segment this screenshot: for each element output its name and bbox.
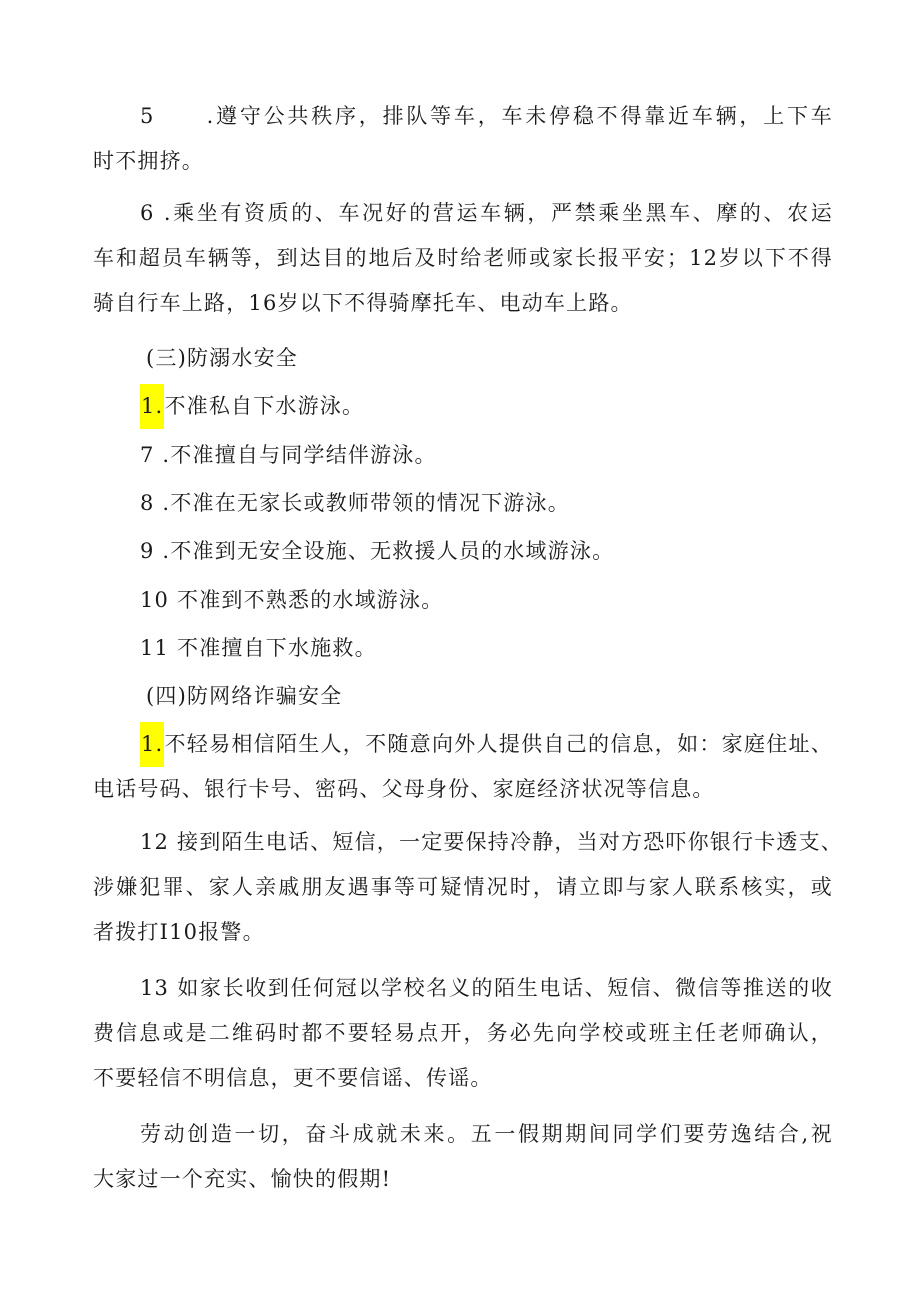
list-item (93, 966, 833, 1101)
list-item (93, 820, 843, 955)
item-text: 不准私自下水游泳。 (164, 394, 365, 418)
paragraph-line: 电话号码、银行卡号、密码、父母身份、家庭经济状况等信息。 (93, 777, 715, 801)
paragraph-line (93, 94, 833, 139)
paragraph-line: 不要轻信不明信息，更不要信谣、传谣。 (93, 1066, 493, 1090)
paragraph-line: 者拨打I10报警。 (93, 920, 265, 944)
item-text: .遵守公共秩序，排队等车，车未停稳不得靠近车辆，上下车 (206, 104, 833, 128)
paragraph-line: 费信息或是二维码时都不要轻易点开，务必先向学校或班主任老师确认， (93, 1021, 833, 1045)
paragraph-line: 11 不准擅自下水施救。 (140, 636, 377, 660)
paragraph-line: 7 .不准擅自与同学结伴游泳。 (140, 443, 437, 467)
paragraph-line: 9 .不准到无安全设施、无救援人员的水域游泳。 (140, 539, 615, 563)
item-number: 5 (140, 104, 155, 128)
list-item (93, 433, 833, 478)
list-item (93, 578, 833, 623)
paragraph-item-6 (93, 191, 833, 326)
section-heading-drowning: (三)防溺水安全 (146, 346, 298, 370)
list-item (93, 722, 833, 812)
paragraph-line: 大家过一个充实、愉快的假期! (93, 1167, 392, 1191)
closing-paragraph (93, 1112, 833, 1202)
paragraph-line: 13 如家长收到任何冠以学校名义的陌生电话、短信、微信等推送的收 (140, 976, 833, 1000)
section-heading-fraud: (四)防网络诈骗安全 (146, 684, 343, 708)
list-item (93, 384, 833, 429)
paragraph-item-5 (93, 94, 833, 184)
paragraph-line: 时不拥挤。 (93, 149, 204, 173)
paragraph-line: 10 不准到不熟悉的水域游泳。 (140, 588, 444, 612)
list-item (93, 529, 833, 574)
paragraph-line: 12 接到陌生电话、短信，一定要保持冷静，当对方恐吓你银行卡透支、 (140, 830, 843, 854)
highlighted-number: 1. (140, 384, 164, 429)
paragraph-line: 涉嫌犯罪、家人亲戚朋友遇事等可疑情况时，请立即与家人联系核实，或 (93, 875, 833, 899)
paragraph-line (93, 722, 833, 767)
item-text: 不轻易相信陌生人，不随意向外人提供自己的信息，如：家庭住址、 (164, 732, 833, 756)
paragraph-line: 车和超员车辆等，到达目的地后及时给老师或家长报平安；12岁以下不得 (93, 246, 833, 270)
highlighted-number: 1. (140, 722, 164, 767)
paragraph-line: 骑自行车上路，16岁以下不得骑摩托车、电动车上路。 (93, 291, 633, 315)
list-item (93, 481, 833, 526)
paragraph-line: 6 .乘坐有资质的、车况好的营运车辆，严禁乘坐黑车、摩的、农运 (140, 201, 833, 225)
paragraph-line: 劳动创造一切，奋斗成就未来。五一假期期间同学们要劳逸结合,祝 (140, 1122, 833, 1146)
list-item (93, 626, 833, 671)
paragraph-line: 8 .不准在无家长或教师带领的情况下游泳。 (140, 491, 570, 515)
paragraph-line (93, 384, 833, 429)
